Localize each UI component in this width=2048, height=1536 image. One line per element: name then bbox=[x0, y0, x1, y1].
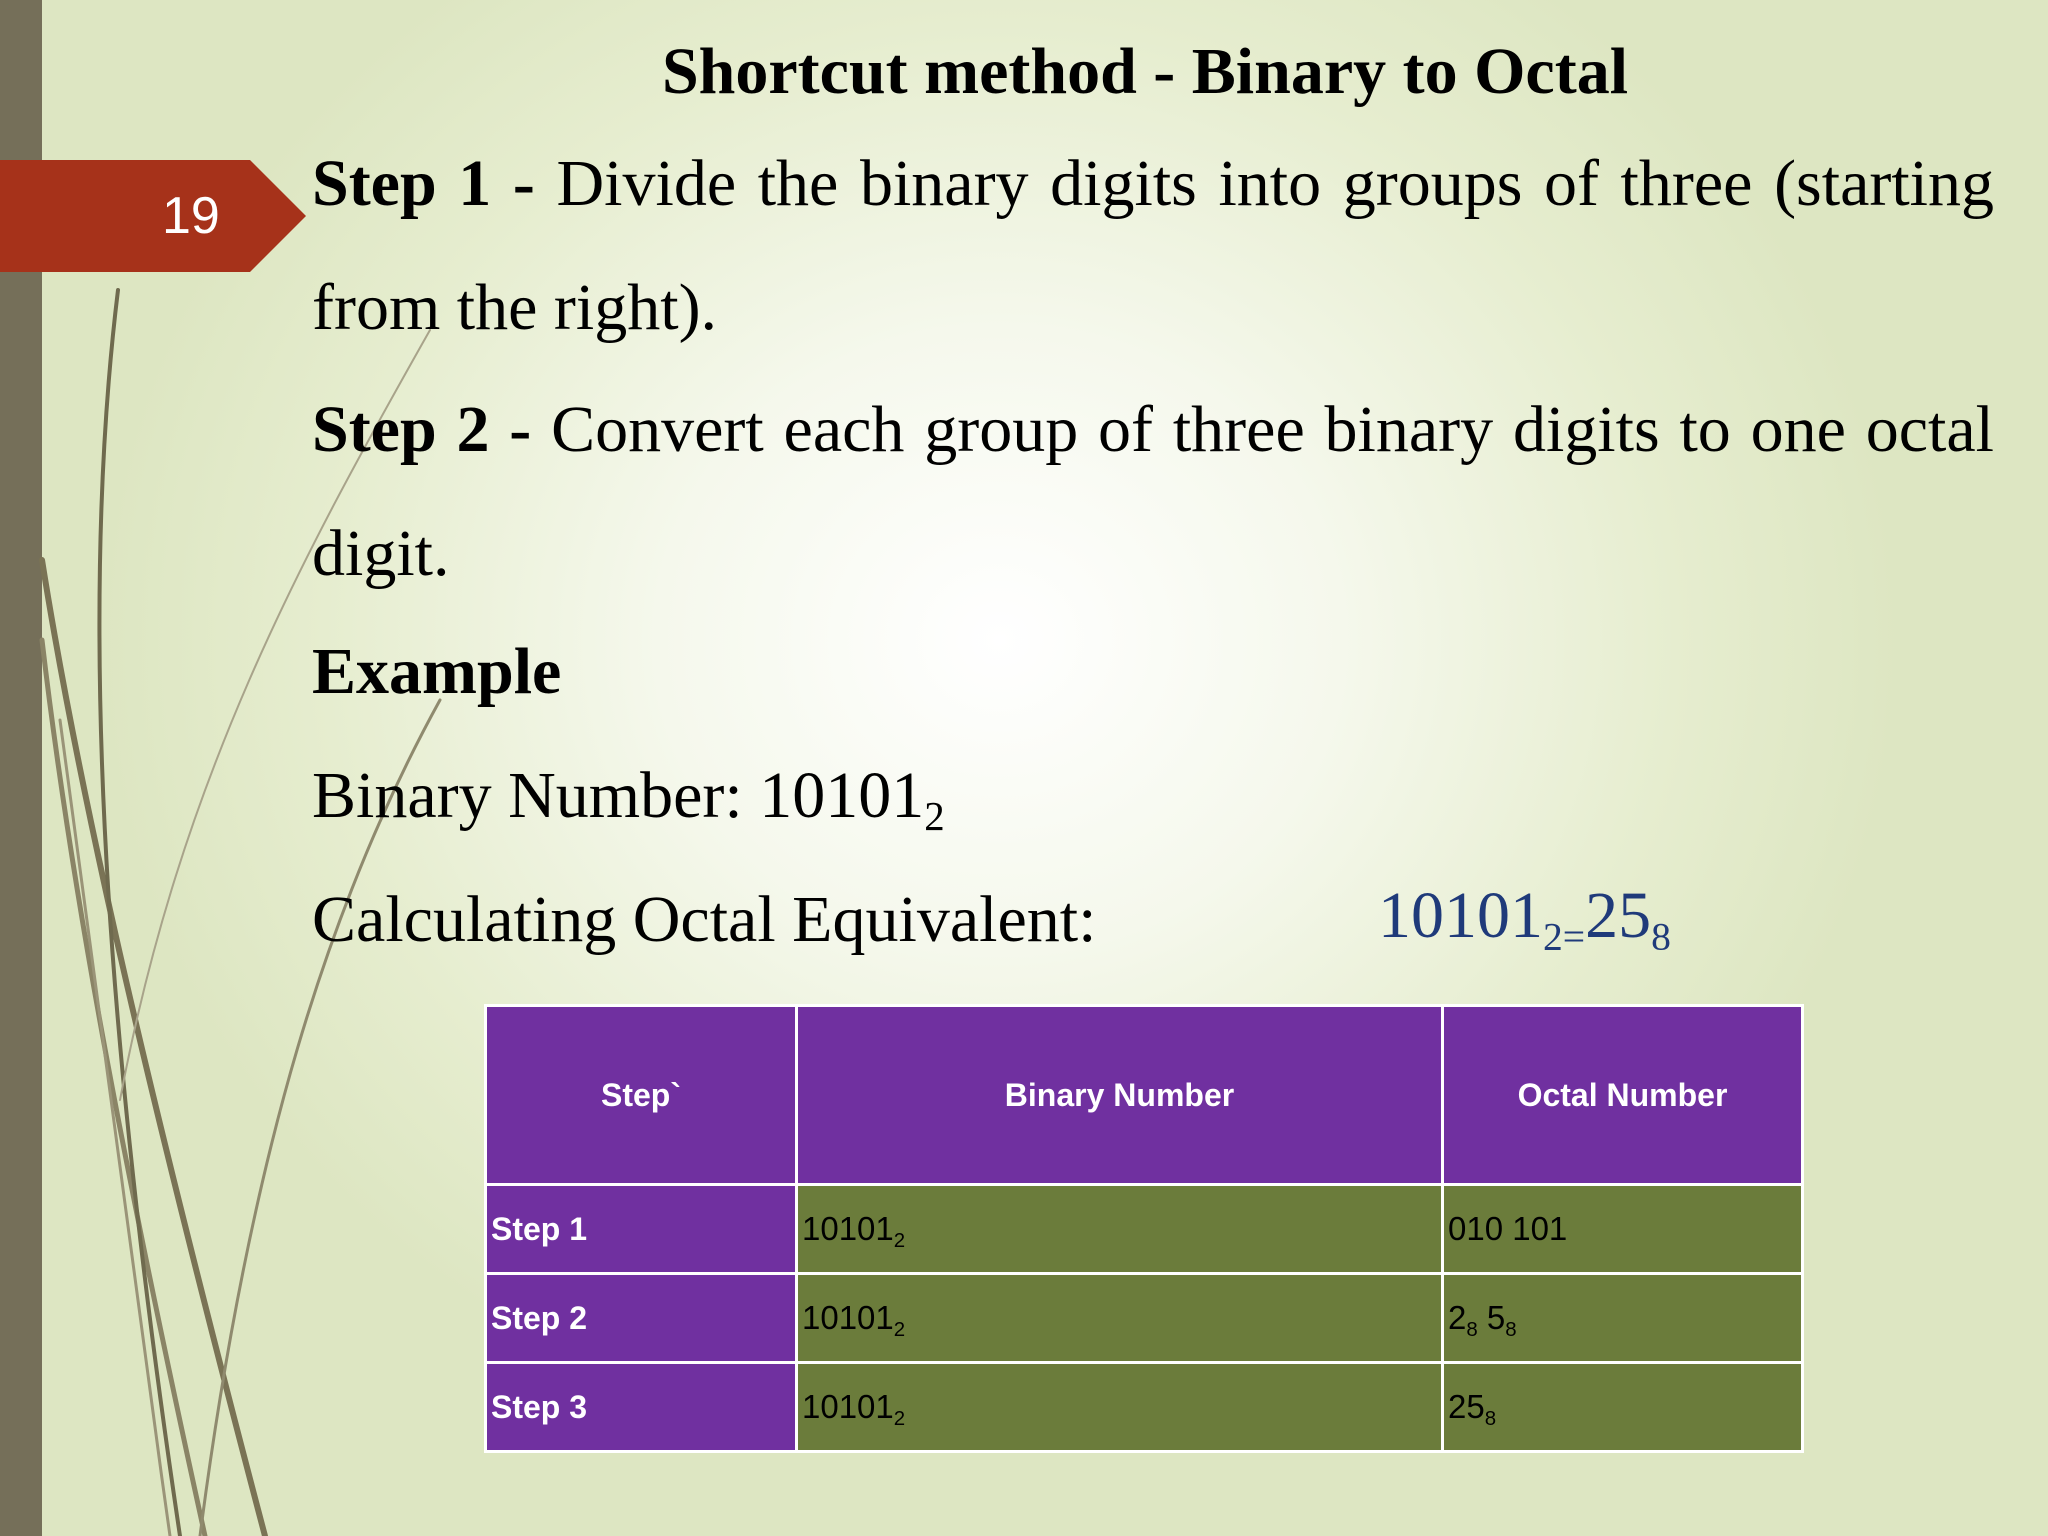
octal-base: 8 bbox=[1466, 1318, 1478, 1342]
table-header-row bbox=[486, 1006, 1803, 1185]
octal-result bbox=[1378, 876, 1671, 959]
result-binary-base: 2= bbox=[1543, 914, 1586, 959]
binary-base: 2 bbox=[893, 1407, 906, 1431]
octal-base: 8 bbox=[1505, 1318, 1517, 1342]
conversion-table bbox=[484, 1004, 1804, 1453]
result-octal-base: 8 bbox=[1651, 914, 1671, 959]
row-binary bbox=[797, 1363, 1443, 1452]
binary-value: 10101 bbox=[802, 1299, 894, 1336]
octal-base: 8 bbox=[1484, 1407, 1497, 1431]
slide-number: 19 bbox=[162, 187, 220, 245]
table-row bbox=[486, 1363, 1803, 1452]
binary-value: 10101 bbox=[802, 1210, 894, 1247]
binary-number-base: 2 bbox=[924, 794, 945, 840]
octal-digit: 5 bbox=[1486, 1299, 1506, 1336]
slide-number-badge bbox=[0, 160, 306, 272]
binary-base: 2 bbox=[893, 1229, 906, 1253]
step1-label: Step 1 - bbox=[312, 147, 535, 220]
row-binary bbox=[797, 1185, 1443, 1274]
binary-value: 10101 bbox=[802, 1388, 894, 1425]
step2-label: Step 2 - bbox=[312, 393, 532, 466]
binary-number-label: Binary Number: bbox=[312, 759, 760, 832]
row-octal bbox=[1443, 1274, 1803, 1363]
row-step: Step 3 bbox=[486, 1363, 797, 1452]
octal-digit: 2 bbox=[1448, 1299, 1467, 1336]
table-row bbox=[486, 1185, 1803, 1274]
slide-title: Shortcut method - Binary to Octal bbox=[661, 35, 1629, 108]
example-heading: Example bbox=[312, 635, 562, 708]
step1-paragraph bbox=[312, 122, 1994, 370]
row-step: Step 1 bbox=[486, 1185, 797, 1274]
table-row bbox=[486, 1274, 1803, 1363]
row-step: Step 2 bbox=[486, 1274, 797, 1363]
step2-paragraph bbox=[312, 368, 1994, 616]
step1-text: Divide the binary digits into groups of three (starting from the right). bbox=[312, 147, 1995, 344]
row-octal: 010 101 bbox=[1443, 1185, 1803, 1274]
binary-number-value: 10101 bbox=[759, 759, 925, 832]
row-binary bbox=[797, 1274, 1443, 1363]
row-octal bbox=[1443, 1363, 1803, 1452]
result-octal: 25 bbox=[1585, 879, 1652, 952]
binary-number-line bbox=[312, 756, 945, 840]
result-binary: 10101 bbox=[1378, 879, 1543, 952]
header-octal-number: Octal Number bbox=[1443, 1006, 1803, 1185]
header-step: Step` bbox=[486, 1006, 797, 1185]
octal-value: 25 bbox=[1448, 1388, 1485, 1425]
binary-base: 2 bbox=[893, 1318, 906, 1342]
calculating-label: Calculating Octal Equivalent: bbox=[312, 883, 1097, 956]
header-binary-number: Binary Number bbox=[797, 1006, 1443, 1185]
step2-text: Convert each group of three binary digits to one octal digit. bbox=[312, 393, 1994, 590]
